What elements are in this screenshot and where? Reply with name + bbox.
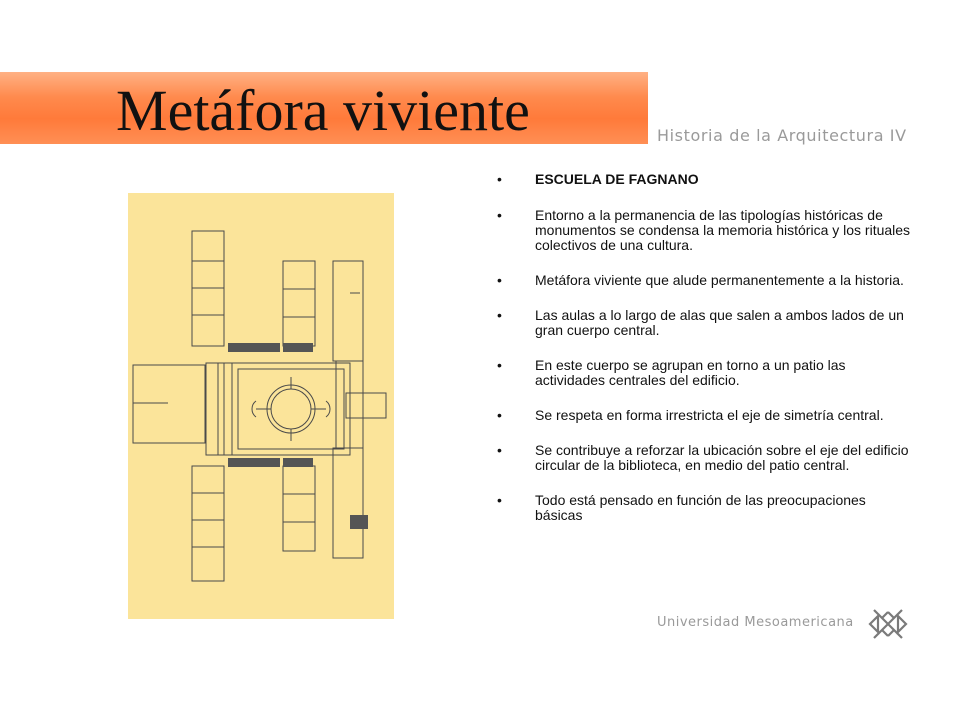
- bullet-item: • Entorno a la permanencia de las tipologías históricas de monumentos se condensa la memoria histórica y los rituales colectivos de una cultura.: [497, 207, 911, 253]
- bullet-item: • En este cuerpo se agrupan en torno a un patio las actividades centrales del edificio.: [497, 357, 846, 388]
- bullet-item: • Metáfora viviente que alude permanentemente a la historia.: [497, 272, 904, 288]
- bullet-item: • Se contribuye a reforzar la ubicación sobre el eje del edificio circular de la biblioteca, en medio del patio central.: [497, 442, 909, 473]
- bullet-item: • Las aulas a lo largo de alas que salen a ambos lados de un gran cuerpo central.: [497, 307, 904, 338]
- university-logo-icon: [868, 604, 908, 644]
- bullet-item: • Todo está pensado en función de las preocupaciones básicas: [497, 492, 866, 523]
- bullet-item: • ESCUELA DE FAGNANO: [497, 171, 699, 187]
- university-name: Universidad Mesoamericana: [657, 615, 854, 630]
- floor-plan-image: [128, 193, 394, 619]
- bullet-item: • Se respeta en forma irrestricta el eje de simetría central.: [497, 407, 884, 423]
- bullet-list: [497, 172, 917, 543]
- slide-title: Metáfora viviente: [116, 78, 530, 143]
- course-name: Historia de la Arquitectura IV: [657, 126, 907, 145]
